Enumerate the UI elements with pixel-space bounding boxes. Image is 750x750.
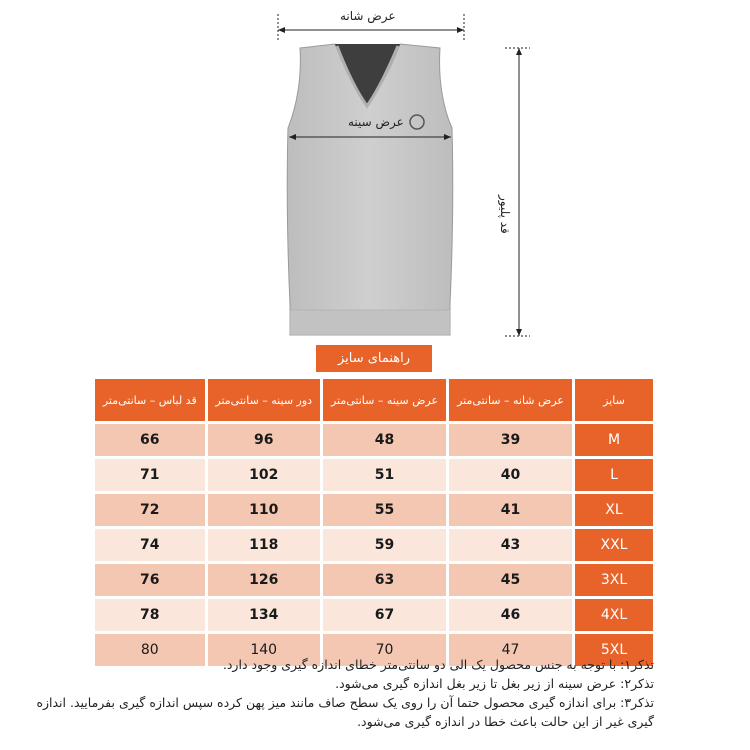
note-2: تذکر۲: عرض سینه از زیر بغل تا زیر بغل اندازه گیری می‌شود. bbox=[335, 676, 654, 691]
table-cell: 118 bbox=[208, 529, 320, 561]
size-cell: XXL bbox=[575, 529, 653, 561]
note-3: تذکر۳: برای اندازه گیری محصول حتما آن را روی یک سطح صاف مانند میز پهن کرده سپس اندازه گیری بفرمایید. اندازه گیری غیر از این حالت باعث خطا در اندازه گیری می‌شود. bbox=[36, 695, 654, 729]
table-cell: 80 bbox=[95, 634, 205, 666]
header-chest-width: عرض سینه – سانتی‌متر bbox=[323, 379, 446, 421]
table-row bbox=[95, 599, 653, 631]
table-row bbox=[95, 494, 653, 526]
header-length: قد لباس – سانتی‌متر bbox=[95, 379, 205, 421]
table-cell: 96 bbox=[208, 424, 320, 456]
table-cell: 126 bbox=[208, 564, 320, 596]
vest-illustration bbox=[0, 0, 750, 345]
table-cell: 55 bbox=[323, 494, 446, 526]
shoulder-width-label: عرض شانه bbox=[340, 9, 396, 23]
notes-section bbox=[14, 655, 654, 731]
table-cell: 72 bbox=[95, 494, 205, 526]
table-row bbox=[95, 529, 653, 561]
table-row bbox=[95, 424, 653, 456]
table-cell: 67 bbox=[323, 599, 446, 631]
table-cell: 66 bbox=[95, 424, 205, 456]
table-cell: 59 bbox=[323, 529, 446, 561]
table-cell: 43 bbox=[449, 529, 572, 561]
table-cell: 46 bbox=[449, 599, 572, 631]
table-cell: 74 bbox=[95, 529, 205, 561]
table-cell: 48 bbox=[323, 424, 446, 456]
chest-width-label: عرض سینه bbox=[348, 115, 404, 129]
size-cell: M bbox=[575, 424, 653, 456]
table-cell: 134 bbox=[208, 599, 320, 631]
table-cell: 45 bbox=[449, 564, 572, 596]
table-cell: 76 bbox=[95, 564, 205, 596]
table-cell: 63 bbox=[323, 564, 446, 596]
size-cell: XL bbox=[575, 494, 653, 526]
table-row bbox=[95, 564, 653, 596]
table-cell: 39 bbox=[449, 424, 572, 456]
table-cell: 51 bbox=[323, 459, 446, 491]
header-size: سایز bbox=[575, 379, 653, 421]
size-guide-title: راهنمای سایز bbox=[316, 345, 432, 372]
size-cell: 5XL bbox=[575, 634, 653, 666]
vest-drawing bbox=[0, 0, 750, 345]
table-cell: 110 bbox=[208, 494, 320, 526]
table-cell: 140 bbox=[208, 634, 320, 666]
table-cell: 41 bbox=[449, 494, 572, 526]
table-header-row bbox=[95, 379, 653, 421]
table-cell: 102 bbox=[208, 459, 320, 491]
table-cell: 47 bbox=[449, 634, 572, 666]
table-cell: 78 bbox=[95, 599, 205, 631]
size-table bbox=[92, 376, 656, 669]
table-cell: 70 bbox=[323, 634, 446, 666]
table-cell: 71 bbox=[95, 459, 205, 491]
length-label: قد پلیور bbox=[498, 195, 512, 234]
size-cell: 3XL bbox=[575, 564, 653, 596]
header-shoulder: عرض شانه – سانتی‌متر bbox=[449, 379, 572, 421]
size-cell: 4XL bbox=[575, 599, 653, 631]
table-cell: 40 bbox=[449, 459, 572, 491]
table-row bbox=[95, 459, 653, 491]
size-cell: L bbox=[575, 459, 653, 491]
header-chest-circumference: دور سینه – سانتی‌متر bbox=[208, 379, 320, 421]
note-1: تذکر۱: با توجه به جنس محصول یک الی دو سانتی‌متر خطای اندازه گیری وجود دارد. bbox=[222, 657, 654, 672]
